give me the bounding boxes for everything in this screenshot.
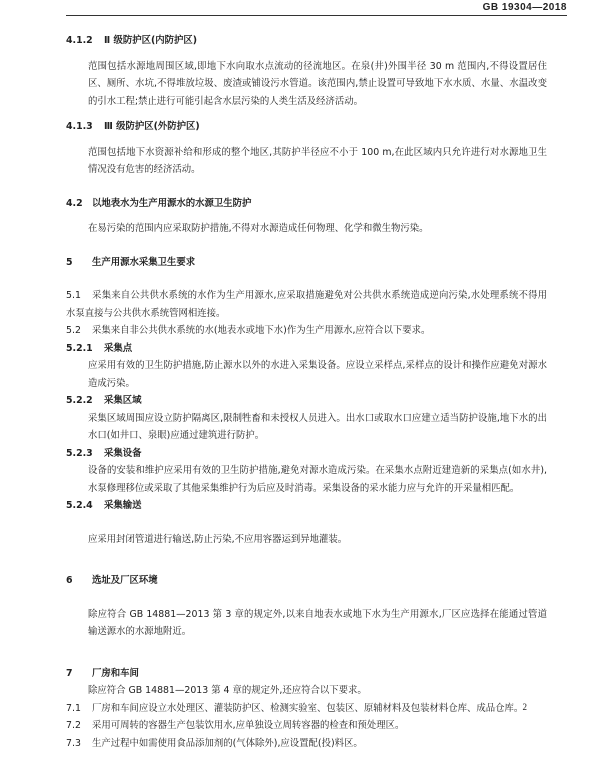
clause-text: 厂房和车间应设立水处理区、灌装防护区、检测实验室、包装区、原辅材料及包装材料仓库、成品仓库。 bbox=[92, 702, 524, 714]
section-title: 厂房和车间 bbox=[92, 667, 139, 679]
clause-number: 5.2 bbox=[66, 325, 81, 336]
section-heading bbox=[66, 497, 547, 515]
paragraph: 除应符合 GB 14881—2013 第 4 章的规定外,还应符合以下要求。 bbox=[88, 685, 367, 696]
clause-item bbox=[66, 717, 547, 735]
section-heading bbox=[66, 665, 547, 683]
section-heading bbox=[66, 445, 547, 463]
header-rule bbox=[66, 15, 567, 16]
section-number: 4.1.3 bbox=[66, 121, 93, 132]
paragraph: 应采用有效的卫生防护措施,防止源水以外的水进入采集设备。应设立采样点,采样点的设计和操作应避免对源水造成污染。 bbox=[88, 360, 547, 389]
section-number: 5.2.1 bbox=[66, 342, 93, 354]
section-heading bbox=[66, 340, 547, 358]
clause-number: 7.2 bbox=[66, 720, 81, 731]
section-heading bbox=[66, 254, 547, 272]
clause-item bbox=[66, 322, 547, 340]
clause-text: 采集来自非公共供水系统的水(地表水或地下水)作为生产用源水,应符合以下要求。 bbox=[92, 325, 431, 336]
section-heading bbox=[66, 32, 547, 50]
clause-number: 5.1 bbox=[66, 290, 81, 301]
clause-number: 7.3 bbox=[66, 737, 81, 749]
document-body bbox=[66, 32, 547, 752]
section-title: 采集输送 bbox=[104, 500, 142, 511]
section-number: 6 bbox=[66, 575, 73, 586]
clause-item bbox=[66, 735, 547, 753]
section-title: 选址及厂区环境 bbox=[92, 575, 158, 586]
section-heading bbox=[66, 195, 547, 213]
section-title: Ⅱ 级防护区(内防护区) bbox=[104, 35, 198, 46]
paragraph: 范围包括地下水资源补给和形成的整个地区,其防护半径应不小于 100 m,在此区域内只允许进行对水源地卫生情况没有危害的经济活动。 bbox=[88, 146, 547, 175]
section-title: 生产用源水采集卫生要求 bbox=[92, 256, 196, 268]
section-heading bbox=[66, 572, 547, 590]
page-number: 2 bbox=[522, 702, 527, 712]
paragraph: 除应符合 GB 14881—2013 第 3 章的规定外,以来自地表水或地下水为生产用源水,厂区应选择在能通过管道输送源水的水源地附近。 bbox=[88, 608, 547, 637]
section-title: 采集点 bbox=[104, 342, 133, 354]
section-number: 5.2.4 bbox=[66, 500, 93, 511]
clause-text: 生产过程中如需使用食品添加剂的(气体除外),应设置配(投)料区。 bbox=[92, 737, 363, 749]
clause-item bbox=[66, 700, 547, 718]
clause-text: 采集来自公共供水系统的水作为生产用源水,应采取措施避免对公共供水系统造成逆向污染,水处理系统不得用水泵直接与公共供水系统管网相连接。 bbox=[66, 290, 547, 319]
section-heading bbox=[66, 392, 547, 410]
paragraph: 应采用封闭管道进行输送,防止污染,不应用容器运到异地灌装。 bbox=[88, 533, 348, 545]
section-title: Ⅲ 级防护区(外防护区) bbox=[104, 121, 200, 132]
section-heading bbox=[66, 118, 547, 136]
document-code: GB 19304—2018 bbox=[482, 2, 567, 13]
paragraph: 在易污染的范围内应采取防护措施,不得对水源造成任何物理、化学和微生物污染。 bbox=[88, 223, 429, 234]
section-number: 4.1.2 bbox=[66, 35, 93, 46]
section-title: 采集设备 bbox=[104, 447, 142, 459]
clause-number: 7.1 bbox=[66, 702, 81, 714]
section-number: 7 bbox=[66, 667, 73, 679]
paragraph: 范围包括水源地周围区域,即地下水向取水点流动的径流地区。在泉(井)外围半径 30 m 范围内,不得设置居住区、厕所、水坑,不得堆放垃圾、废渣或铺设污水管道。该范围内,禁止设置可导致地下水水质、水量、水温改变的引水工程;禁止进行可能引起含水层污染的人类生活及经济活动。 bbox=[88, 60, 547, 107]
section-number: 5 bbox=[66, 256, 73, 268]
section-number: 5.2.2 bbox=[66, 395, 93, 406]
clause-text: 采用可周转的容器生产包装饮用水,应单独设立周转容器的检查和预处理区。 bbox=[92, 720, 405, 731]
section-number: 5.2.3 bbox=[66, 447, 93, 459]
paragraph: 设备的安装和维护应采用有效的卫生防护措施,避免对源水造成污染。在采集水点附近建造新的采集点(如水井),水泵修理移位或采取了其他采集维护行为后应及时消毒。采集设备的采水能力应与允许的开采量相匹配。 bbox=[88, 465, 547, 494]
section-number: 4.2 bbox=[66, 197, 83, 209]
section-title: 采集区域 bbox=[104, 395, 142, 406]
paragraph: 采集区域周围应设立防护隔离区,限制牲畜和未授权人员进入。出水口或取水口应建立适当防护设施,地下水的出水口(如井口、泉眼)应通过建筑进行防护。 bbox=[88, 412, 547, 441]
section-title: 以地表水为生产用源水的水源卫生防护 bbox=[92, 197, 252, 209]
clause-item bbox=[66, 287, 547, 322]
